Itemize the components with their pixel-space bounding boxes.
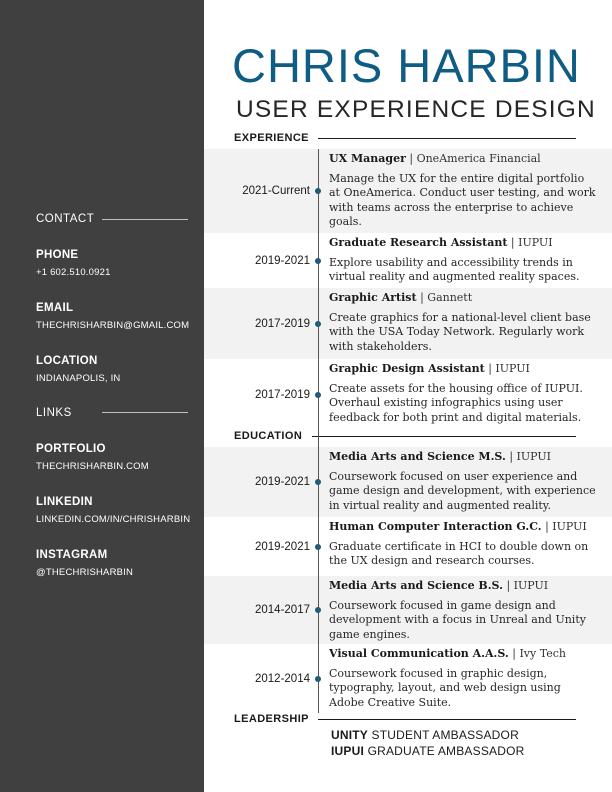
education-entry <box>204 517 612 576</box>
experience-heading: EXPERIENCE <box>234 132 309 144</box>
entry-description: Manage the UX for the entire digital portfolio at OneAmerica. Conduct user testing, and work with teams across the enterprise to achieve goals. <box>329 171 596 228</box>
leadership-role: GRADUATE AMBASSADOR <box>367 744 525 758</box>
entry-org: | Ivy Tech <box>512 647 566 660</box>
timeline-line <box>318 149 319 713</box>
leadership-heading: LEADERSHIP <box>234 713 309 725</box>
entry-org: | OneAmerica Financial <box>409 152 541 165</box>
entry-org: | IUPUI <box>506 579 549 592</box>
portfolio-label: PORTFOLIO <box>36 443 106 455</box>
leadership-rule <box>318 719 576 720</box>
experience-rule <box>318 138 576 139</box>
email-label: EMAIL <box>36 302 74 314</box>
entry-title: Graphic Design Assistant <box>329 362 485 375</box>
location-value: INDIANAPOLIS, IN <box>36 373 121 384</box>
linkedin-label: LINKEDIN <box>36 496 93 508</box>
experience-entry <box>204 359 612 430</box>
portfolio-link[interactable]: THECHRISHARBIN.COM <box>36 461 149 472</box>
education-rule <box>312 436 576 437</box>
entry-description: Coursework focused in game design and development with a focus in Unreal and Unity game engines. <box>329 598 586 641</box>
phone-value[interactable]: +1 602.510.0921 <box>36 267 111 278</box>
entry-org: | Gannett <box>420 291 473 304</box>
links-heading: LINKS <box>36 407 72 419</box>
entry-date: 2019-2021 <box>255 476 310 488</box>
entry-title: Media Arts and Science M.S. <box>329 450 506 463</box>
leadership-item <box>331 744 525 758</box>
entry-date: 2014-2017 <box>255 604 310 616</box>
entry-description: Create graphics for a national-level client base with the USA Today Network. Regularly work with stakeholders. <box>329 310 591 353</box>
contact-heading: CONTACT <box>36 213 95 225</box>
education-heading: EDUCATION <box>234 430 303 442</box>
contact-divider <box>102 219 188 220</box>
entry-description: Explore usability and accessibility trends in virtual reality and augmented reality spaces. <box>329 255 580 283</box>
entry-org: | IUPUI <box>545 520 587 533</box>
instagram-link[interactable]: @THECHRISHARBIN <box>36 567 134 578</box>
leadership-role: STUDENT AMBASSADOR <box>371 728 519 742</box>
entry-title: Human Computer Interaction G.C. <box>329 520 542 533</box>
links-divider <box>102 412 188 413</box>
resume-name: CHRIS HARBIN <box>232 39 581 92</box>
entry-description: Coursework focused on user experience and game design and development, with experience in virtual reality and augmented reality. <box>329 469 596 512</box>
entry-date: 2019-2021 <box>255 540 310 553</box>
leadership-item <box>331 728 519 742</box>
entry-content <box>329 236 596 285</box>
leadership-org: UNITY <box>331 728 368 742</box>
education-entry <box>204 447 612 517</box>
entry-content <box>329 152 596 230</box>
entry-content <box>329 647 596 710</box>
entry-date: 2017-2019 <box>255 317 310 330</box>
entry-content <box>329 579 596 642</box>
entry-content <box>329 450 596 513</box>
linkedin-link[interactable]: LINKEDIN.COM/IN/CHRISHARBIN <box>36 514 191 525</box>
entry-org: | IUPUI <box>510 236 553 249</box>
entry-title: Visual Communication A.A.S. <box>329 647 509 660</box>
entry-date: 2012-2014 <box>255 672 310 685</box>
resume-role: USER EXPERIENCE DESIGN <box>236 96 596 123</box>
entry-title: Media Arts and Science B.S. <box>329 579 503 592</box>
sidebar <box>0 0 204 792</box>
email-value[interactable]: THECHRISHARBIN@GMAIL.COM <box>36 320 190 331</box>
entry-date: 2019-2021 <box>255 254 310 267</box>
entry-content <box>329 362 596 425</box>
education-entry <box>204 576 612 644</box>
location-label: LOCATION <box>36 355 98 367</box>
leadership-org: IUPUI <box>331 744 365 758</box>
instagram-label: INSTAGRAM <box>36 549 108 561</box>
entry-description: Coursework focused in graphic design, typography, layout, and web design using Adobe Creative Suite. <box>329 666 561 709</box>
entry-title: Graduate Research Assistant <box>329 236 508 249</box>
entry-date: 2021-Current <box>242 185 310 197</box>
entry-content <box>329 291 596 354</box>
entry-content <box>329 520 596 569</box>
phone-label: PHONE <box>36 249 79 261</box>
entry-date: 2017-2019 <box>255 388 310 401</box>
education-entry <box>204 644 612 713</box>
experience-entry <box>204 288 612 359</box>
experience-entry <box>204 149 612 233</box>
entry-org: | IUPUI <box>488 362 530 375</box>
entry-title: UX Manager <box>329 152 406 165</box>
experience-entry <box>204 233 612 288</box>
entry-title: Graphic Artist <box>329 291 417 304</box>
entry-org: | IUPUI <box>509 450 551 463</box>
entry-description: Graduate certificate in HCI to double down on the UX design and research courses. <box>329 539 589 567</box>
entry-description: Create assets for the housing office of IUPUI. Overhaul existing infographics using user feedback for both print and digital materials. <box>329 381 583 424</box>
